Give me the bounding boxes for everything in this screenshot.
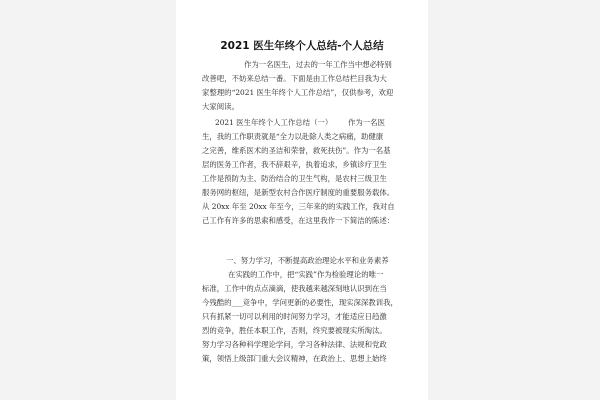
section-heading-tail: 作为一名医 (348, 118, 385, 127)
body-line: 己工作有许多的思索和感受，在这里我作一下简洁的陈述： (202, 216, 395, 225)
point-body-line: 只有抓紧一切可以利用的时间努力学习，才能适应日趋激 (202, 312, 387, 321)
section-heading: 2021 医生年终个人工作总结（一） (215, 118, 333, 127)
body-line: 生，我的工作职责就是“全力以赴除人类之病痛，助健康 (202, 132, 384, 141)
body-line: 之完善，维系医术的圣洁和荣誉，救死扶伤”。作为一名基 (202, 146, 391, 155)
point-body-line: 烈的竞争，胜任本职工作，否则，终究要被现实所淘汰。 (202, 326, 387, 335)
intro-line: 改善吧，不妨来总结一番。下面是由工作总结栏目我为大 (202, 74, 387, 83)
point-body-line: 标准，工作中的点点滴滴，使我越来越深刻地认识到在当 (202, 284, 387, 293)
body-line: 层的医务工作者，我不辞艰辛，执着追求，乡镇诊疗卫生 (202, 160, 387, 169)
body-line: 从 20xx 年至 20xx 年至今，三年来的的实践工作，我对自 (202, 202, 395, 211)
document-title: 2021 医生年终个人总结-个人总结 (220, 40, 384, 52)
intro-line: 作为一名医生，过去的一年工作当中想必特别 (244, 60, 392, 69)
point-body-line: 努力学习各种科学理论学问，学习各种法律、法规和党政 (202, 340, 387, 349)
point-body-line: 今残酷的___竞争中，学问更新的必要性，现实深深教训我， (202, 298, 398, 307)
body-line: 工作是预防为主、防治结合的卫生气构，是农村三级卫生 (202, 174, 387, 183)
body-line: 服务网的枢纽，是新型农村合作医疗制度的重要服务载体。 (202, 188, 395, 197)
intro-line: 大家阅读。 (202, 102, 239, 111)
point-body-line: 策，领悟上级部门重大会议精神，在政治上、思想上始终 (202, 354, 387, 363)
point-body-line: 在实践的工作中，把“实践”作为检验理论的唯一 (228, 270, 384, 279)
intro-line: 家整理的“2021 医生年终个人工作总结”，仅供参考，欢迎 (202, 88, 394, 97)
point-heading: 一、努力学习，不断提高政治理论水平和业务素养 (226, 256, 389, 265)
